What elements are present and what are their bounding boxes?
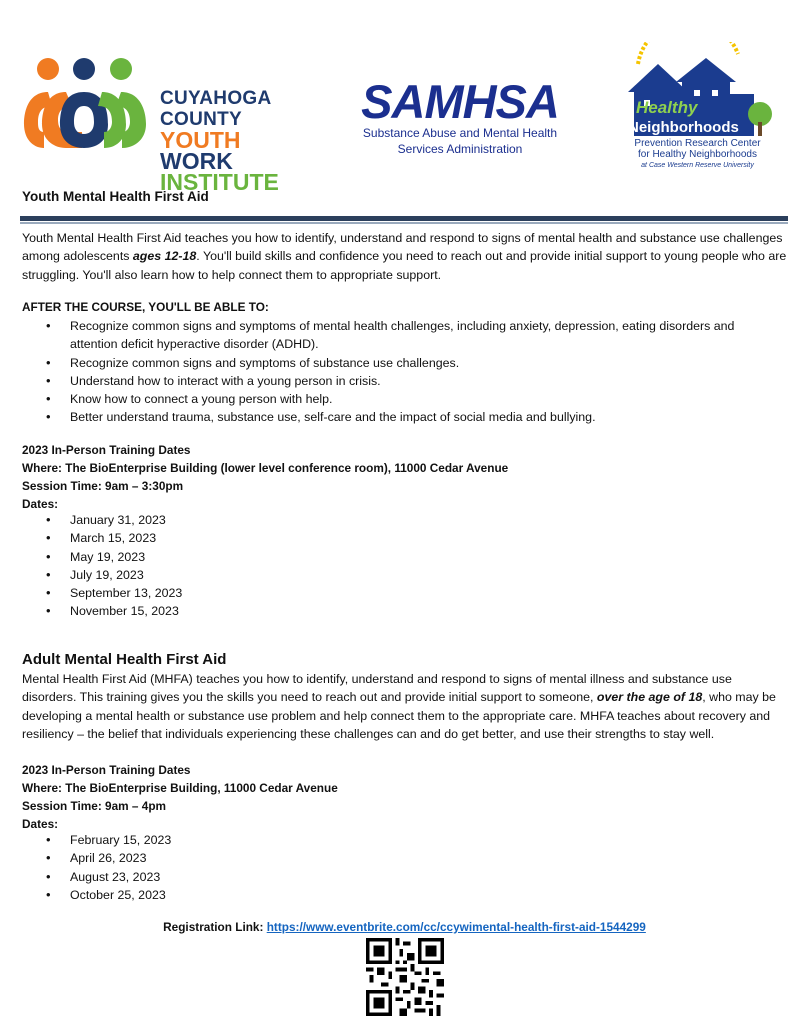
list-item: • Understand how to interact with a young person in crisis.	[20, 372, 760, 390]
youth-outcomes-list	[20, 317, 760, 427]
adult-dates-list	[20, 831, 420, 904]
healthy-logo-sub3: at Case Western Reserve University	[641, 162, 754, 169]
list-item: • April 26, 2023	[20, 849, 420, 867]
youth-training-heading: 2023 In-Person Training Dates	[22, 443, 191, 457]
adult-session-time: Session Time: 9am – 4pm	[22, 799, 167, 813]
neighborhoods-word: Neighborhoods	[628, 119, 739, 136]
youth-mhfa-heading: Youth Mental Health First Aid	[22, 189, 209, 204]
list-item: • August 23, 2023	[20, 868, 420, 886]
healthy-logo-sub1: Prevention Research Center	[634, 138, 761, 149]
section-divider	[20, 216, 788, 221]
qr-code-icon[interactable]	[366, 938, 444, 1016]
list-item: • Recognize common signs and symptoms of mental health challenges, including anxiety, depression, eating disorders and attention deficit hyperactive disorder (ADHD).	[20, 317, 760, 354]
list-item: • March 15, 2023	[20, 529, 420, 547]
youth-age-range: ages 12-18	[132, 249, 197, 264]
list-item: • Know how to connect a young person with help.	[20, 390, 760, 408]
youth-session-time: Session Time: 9am – 3:30pm	[22, 479, 184, 493]
cuyahoga-logo-youth: YOUTH	[160, 127, 241, 153]
healthy-word: Healthy	[636, 98, 698, 117]
cuyahoga-logo-line1: CUYAHOGA COUNTY	[160, 88, 271, 130]
list-item: • October 25, 2023	[20, 886, 420, 904]
adult-location: Where: The BioEnterprise Building, 11000 Cedar Avenue	[22, 781, 338, 795]
list-item: • Better understand trauma, substance use, self-care and the impact of social media and bullying.	[20, 408, 760, 426]
adult-training-heading: 2023 In-Person Training Dates	[22, 763, 191, 777]
youth-dates-list	[20, 511, 420, 621]
list-item: • February 15, 2023	[20, 831, 420, 849]
youth-intro-paragraph	[22, 229, 787, 284]
adult-intro-text-a: Mental Health First Aid (MHFA) teaches you how to identify, understand and respond to signs of mental illness and substance use disorders. This training gives you the skills you need to reach out and provide initial support to someone,	[22, 672, 732, 705]
people-figures-icon	[22, 52, 157, 162]
adult-mhfa-heading: Adult Mental Health First Aid	[22, 651, 227, 668]
list-item: • May 19, 2023	[20, 548, 420, 566]
list-item: • September 13, 2023	[20, 584, 420, 602]
cuyahoga-logo-work: WORK	[160, 148, 233, 174]
registration-label: Registration Link:	[163, 920, 267, 934]
youth-intro-text-b: . You'll build skills and confidence you need to reach out and provide initial support to young people who are struggling. You'll also learn how to help connect them to appropriate support.	[22, 249, 787, 282]
samhsa-logo-sub2: Services Administration	[397, 142, 523, 156]
list-item: • July 19, 2023	[20, 566, 420, 584]
healthy-neighborhoods-logo	[620, 42, 775, 174]
registration-line	[0, 920, 809, 934]
list-item: • November 15, 2023	[20, 602, 420, 620]
adult-intro-text-b: , who may be developing a mental health or substance use problem and help connect them to the appropriate care. MHFA teaches about recovery and resiliency – the belief that individuals experiencing these challenges can and do get better, and use their strengths to stay well.	[22, 690, 776, 741]
youth-location: Where: The BioEnterprise Building (lower level conference room), 11000 Cedar Avenue	[22, 461, 509, 475]
samhsa-logo-sub1: Substance Abuse and Mental Health	[362, 126, 558, 140]
cuyahoga-county-youth-work-institute-logo	[22, 52, 312, 195]
list-item: • Recognize common signs and symptoms of substance use challenges.	[20, 354, 760, 372]
cuyahoga-logo-line3: INSTITUTE	[160, 169, 279, 195]
adult-dates-label: Dates:	[22, 817, 59, 831]
after-course-heading: AFTER THE COURSE, YOU'LL BE ABLE TO:	[22, 300, 269, 314]
healthy-logo-sub2: for Healthy Neighborhoods	[638, 149, 757, 160]
youth-dates-label: Dates:	[22, 497, 59, 511]
houses-sun-icon	[620, 42, 775, 138]
samhsa-logo	[355, 75, 565, 160]
list-item: • January 31, 2023	[20, 511, 420, 529]
adult-intro-paragraph	[22, 670, 787, 743]
youth-intro-text-a: Youth Mental Health First Aid teaches you how to identify, understand and respond to signs of mental health and substance use challenges among adolescents	[22, 231, 783, 264]
section-divider-light	[20, 222, 788, 224]
adult-age-range: over the age of 18	[596, 690, 703, 705]
samhsa-logo-name: SAMHSA	[361, 75, 559, 128]
registration-link[interactable]: https://www.eventbrite.com/cc/ccywimental-health-first-aid-1544299	[266, 920, 646, 934]
